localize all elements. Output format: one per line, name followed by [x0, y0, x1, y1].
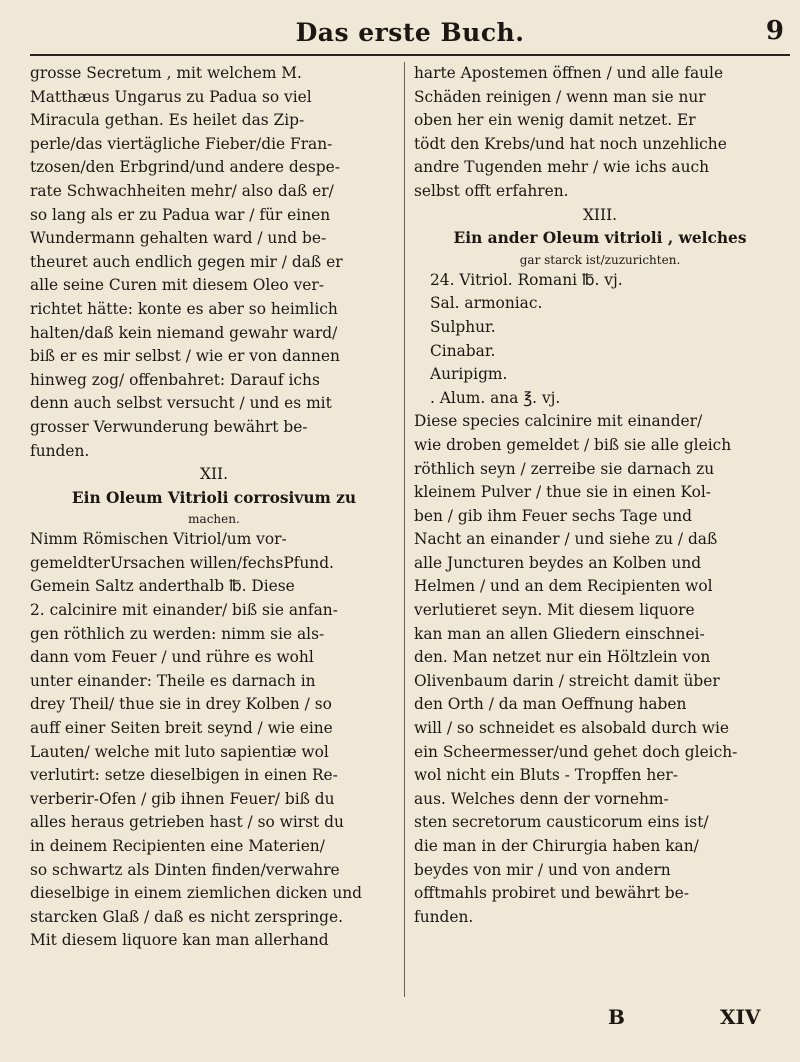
- text-line: gemeldterUrsachen willen/fechsPfund.: [30, 553, 334, 572]
- text-line: Nimm Römischen Vitriol/um vor-: [30, 530, 287, 549]
- text-line: verberir-Ofen / gib ihnen Feuer/ biß du: [30, 789, 335, 808]
- text-line: Schäden reinigen / wenn man sie nur: [414, 87, 706, 106]
- text-line: funden.: [30, 441, 90, 460]
- text-line: funden.: [414, 907, 474, 926]
- text-line: beydes von mir / und von andern: [414, 860, 671, 879]
- text-line: so schwartz als Dinten finden/verwahre: [30, 860, 340, 879]
- text-line: Helmen / und an dem Recipienten wol: [414, 577, 713, 596]
- text-line: den Orth / da man Oeffnung haben: [414, 695, 687, 714]
- text-line: Wundermann gehalten ward / und be-: [30, 229, 327, 248]
- column-divider: [404, 62, 405, 997]
- text-line: unter einander: Theile es darnach in: [30, 671, 316, 690]
- text-line: wie droben gemeldet / biß sie alle gleich: [414, 435, 732, 454]
- text-line: drey Theil/ thue sie in drey Kolben / so: [30, 695, 332, 714]
- text-line: 2. calcinire mit einander/ biß sie anfan-: [30, 601, 338, 620]
- text-line: tzosen/den Erbgrind/und andere despe-: [30, 158, 340, 177]
- text-line: biß er es mir selbst / wie er von dannen: [30, 347, 340, 366]
- text-line: sten secretorum causticorum eins ist/: [414, 813, 709, 832]
- section-heading: Ein ander Oleum vitrioli , welches: [453, 229, 747, 248]
- section-number: XII.: [199, 465, 228, 484]
- text-line: wol nicht ein Bluts - Tropffen her-: [414, 766, 678, 785]
- text-line: richtet hätte: konte es aber so heimlich: [30, 299, 338, 318]
- text-line: hinweg zog/ offenbahret: Darauf ichs: [30, 370, 320, 389]
- text-line: grosser Verwunderung bewährt be-: [30, 417, 308, 436]
- text-line: kan man an allen Gliedern einschnei-: [414, 624, 705, 643]
- page-number: 9: [765, 16, 784, 46]
- text-line: kleinem Pulver / thue sie in einen Kol-: [414, 483, 711, 502]
- text-line: ein Scheermesser/und gehet doch gleich-: [414, 742, 738, 761]
- text-line: perle/das viertägliche Fieber/die Fran-: [30, 134, 333, 153]
- page-header: [30, 14, 790, 58]
- header-rule: [30, 54, 790, 56]
- left-column: [30, 62, 398, 953]
- text-line: harte Apostemen öffnen / und alle faule: [414, 64, 724, 82]
- text-line: alle seine Curen mit diesem Oleo ver-: [30, 276, 324, 295]
- text-line: halten/daß kein niemand gewahr ward/: [30, 323, 338, 342]
- text-line: Miracula gethan. Es heilet das Zip-: [30, 111, 305, 130]
- text-line: theuret auch endlich gegen mir / daß er: [30, 252, 343, 271]
- section-heading: Ein Oleum Vitrioli corrosivum zu: [71, 488, 357, 507]
- recipe-item: Cinabar.: [430, 341, 496, 360]
- text-line: auff einer Seiten breit seynd / wie eine: [30, 719, 333, 738]
- text-line: rate Schwachheiten mehr/ also daß er/: [30, 181, 334, 200]
- text-line: will / so schneidet es alsobald durch wie: [414, 719, 729, 738]
- text-line: starcken Glaß / daß es nicht zerspringe.: [30, 907, 344, 926]
- text-line: dann vom Feuer / und rühre es wohl: [30, 648, 314, 667]
- page-footer: [30, 1005, 790, 1035]
- text-line: selbst offt erfahren.: [414, 181, 569, 200]
- text-line: offtmahls probiret und bewährt be-: [414, 884, 689, 903]
- text-line: den. Man netzet nur ein Höltzlein von: [414, 648, 711, 667]
- text-line: ben / gib ihm Feuer sechs Tage und: [414, 506, 692, 525]
- text-line: oben her ein wenig damit netzet. Er: [414, 111, 696, 130]
- text-line: verlutirt: setze dieselbigen in einen Re-: [30, 766, 338, 785]
- running-title: Das erste Buch.: [295, 18, 525, 47]
- text-line: gen röthlich zu werden: nimm sie als-: [30, 624, 325, 643]
- recipe-item: Sal. armoniac.: [430, 294, 543, 313]
- text-line: alles heraus getrieben hast / so wirst du: [30, 813, 344, 832]
- text-line: Gemein Saltz anderthalb ℔. Diese: [30, 577, 295, 596]
- text-line: dieselbige in einem ziemlichen dicken und: [30, 884, 363, 903]
- text-line: so lang als er zu Padua war / für einen: [30, 205, 331, 224]
- text-line: Nacht an einander / und siehe zu / daß: [414, 530, 718, 549]
- recipe-item: Auripigm.: [430, 365, 508, 384]
- text-line: Lauten/ welche mit luto sapientiæ wol: [30, 742, 329, 761]
- text-line: denn auch selbst versucht / und es mit: [30, 394, 332, 413]
- text-line: aus. Welches denn der vornehm-: [414, 789, 669, 808]
- recipe-item: . Alum. ana ℥. vj.: [430, 388, 561, 407]
- text-line: Mit diesem liquore kan man allerhand: [30, 931, 329, 950]
- recipe-item: 24. Vitriol. Romani ℔. vj.: [430, 270, 623, 289]
- text-line: röthlich seyn / zerreibe sie darnach zu: [414, 459, 715, 478]
- section-number: XIII.: [582, 205, 618, 224]
- section-heading-continued: machen.: [188, 512, 240, 527]
- catchword: XIV: [720, 1005, 761, 1029]
- text-line: die man in der Chirurgia haben kan/: [414, 837, 699, 855]
- text-line: Matthæus Ungarus zu Padua so viel: [30, 87, 312, 106]
- text-line: verlutieret seyn. Mit diesem liquore: [414, 601, 695, 620]
- right-column: [414, 62, 786, 929]
- text-line: andre Tugenden mehr / wie ichs auch: [414, 158, 710, 177]
- text-line: grosse Secretum , mit welchem M.: [30, 64, 302, 82]
- section-heading-continued: gar starck ist/zuzurichten.: [519, 252, 681, 267]
- text-line: Olivenbaum darin / streicht damit über: [414, 671, 720, 690]
- text-line: alle Juncturen beydes an Kolben und: [414, 553, 702, 572]
- text-line: Diese species calcinire mit einander/: [414, 412, 703, 431]
- recipe-item: Sulphur.: [430, 317, 496, 336]
- text-line: in deinem Recipienten eine Materien/: [30, 837, 325, 855]
- signature-mark: B: [608, 1005, 625, 1029]
- text-line: tödt den Krebs/und hat noch unzehliche: [414, 134, 727, 153]
